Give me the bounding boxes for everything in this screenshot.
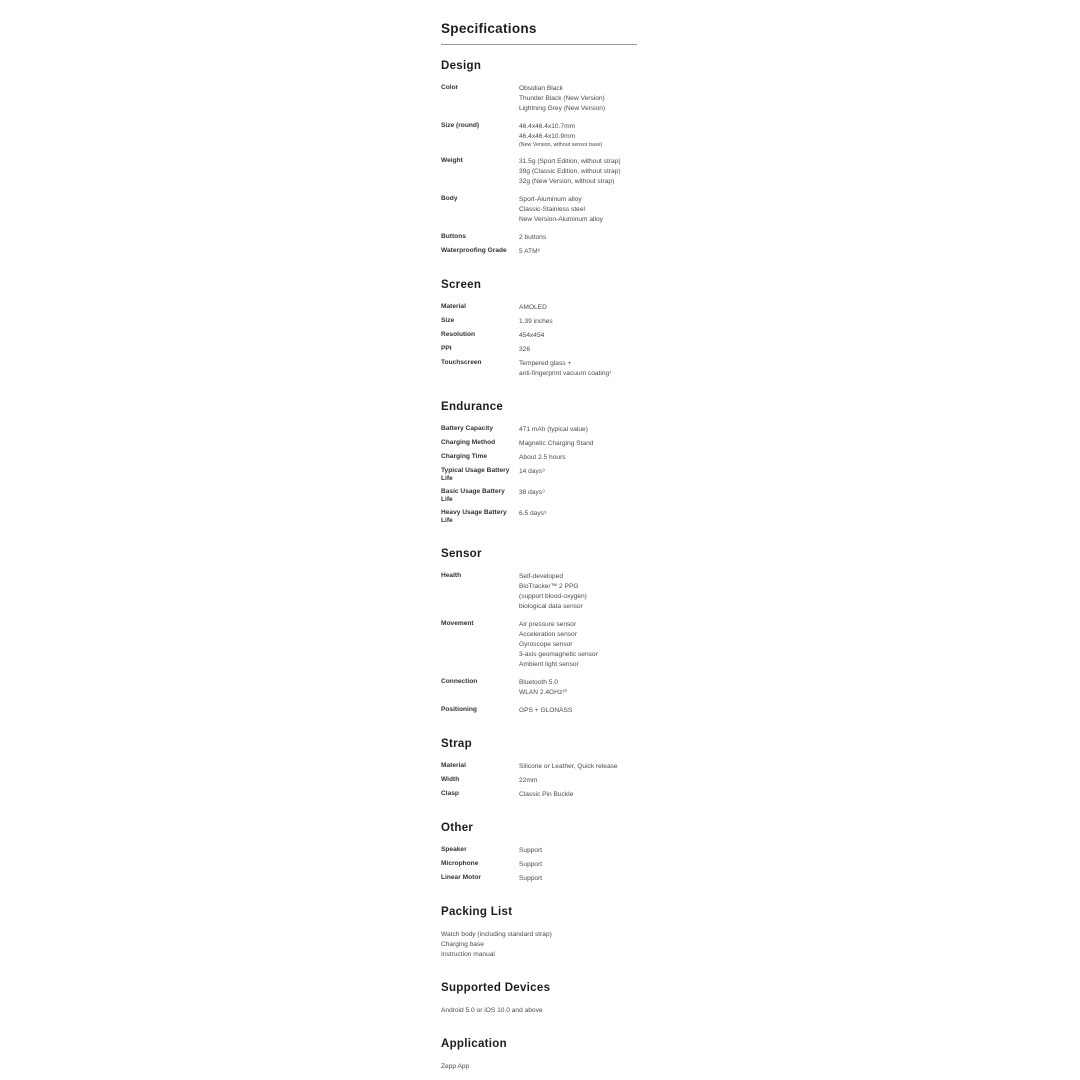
- section-strap: [441, 738, 637, 800]
- content-column: [441, 0, 637, 1072]
- section-heading: Supported Devices: [441, 981, 551, 994]
- spec-value-line: 326: [519, 345, 531, 353]
- spec-value: [519, 874, 637, 884]
- spec-value-line: Lightning Grey (New Version): [519, 105, 606, 112]
- spec-value-line: Thunder Black (New Version): [519, 95, 605, 102]
- section-line: Watch body (including standard strap): [441, 930, 552, 938]
- section-heading: Screen: [441, 278, 482, 291]
- title-divider: [441, 44, 637, 45]
- spec-label: Connection: [441, 677, 478, 685]
- spec-value: [519, 425, 637, 435]
- spec-value: [519, 233, 637, 243]
- spec-label: Speaker: [441, 845, 467, 853]
- spec-value-line: Classic Pin Buckle: [519, 790, 574, 798]
- spec-label: Material: [441, 761, 466, 769]
- spec-value: [519, 359, 637, 379]
- spec-value-line: anti-fingerprint vacuum coating¹: [519, 369, 612, 377]
- spec-value: [519, 317, 637, 327]
- section-supported-devices: [441, 982, 637, 1016]
- spec-value-line: 3-axis geomagnetic sensor: [519, 650, 598, 658]
- spec-value-note: (New Version, without sensor base): [519, 142, 603, 148]
- spec-row: [441, 439, 637, 449]
- spec-row: [441, 762, 637, 772]
- spec-row: [441, 776, 637, 786]
- section-line: Zepp App: [441, 1062, 470, 1070]
- spec-value-line: 46.4x46.4x10.9mm: [519, 133, 576, 140]
- spec-value-line: Self-developed: [519, 572, 563, 580]
- spec-row: [441, 678, 637, 698]
- page-title: Specifications: [441, 21, 537, 36]
- spec-row: [441, 317, 637, 327]
- spec-row: [441, 488, 637, 505]
- spec-label: Width: [441, 775, 460, 783]
- section-heading: Design: [441, 60, 482, 72]
- spec-value: [519, 776, 637, 786]
- section-heading: Application: [441, 1037, 507, 1050]
- spec-value-line: Air pressure sensor: [519, 620, 577, 628]
- section-heading: Other: [441, 821, 474, 834]
- spec-value-line: 5 ATM⁶: [519, 247, 541, 255]
- spec-label: Size (round): [441, 122, 480, 129]
- spec-row: [441, 790, 637, 800]
- spec-value-line: Ambient light sensor: [519, 660, 579, 668]
- spec-value-line: Support: [519, 846, 543, 854]
- section-packing-list: [441, 906, 637, 960]
- spec-value: [519, 790, 637, 800]
- section-other: [441, 822, 637, 884]
- spec-row: [441, 467, 637, 484]
- spec-label: Resolution: [441, 330, 476, 338]
- spec-label: Waterproofing Grade: [441, 246, 507, 254]
- spec-value: [519, 846, 637, 856]
- spec-value-line: Gyroscope sensor: [519, 640, 573, 648]
- section-sensor: [441, 548, 637, 716]
- spec-value: [519, 157, 637, 187]
- spec-value: [519, 331, 637, 341]
- section-heading: Sensor: [441, 547, 482, 560]
- spec-label: Weight: [441, 156, 463, 164]
- spec-value: [519, 247, 637, 257]
- spec-label: Linear Motor: [441, 873, 481, 881]
- sections-container: [441, 60, 637, 1072]
- spec-value-line: BioTracker™ 2 PPG: [519, 582, 579, 590]
- spec-value: [519, 509, 637, 519]
- section-screen: [441, 279, 637, 379]
- spec-value-line: AMOLED: [519, 303, 547, 311]
- spec-row: [441, 303, 637, 313]
- spec-value-line: 14 days⁹: [519, 467, 545, 475]
- spec-value-line: Tempered glass +: [519, 359, 572, 367]
- spec-label: Heavy Usage Battery Life: [441, 508, 507, 524]
- spec-value: [519, 453, 637, 463]
- section-line: Instruction manual: [441, 950, 495, 958]
- spec-value: [519, 303, 637, 313]
- spec-label: Material: [441, 302, 466, 310]
- section-heading: Packing List: [441, 905, 513, 918]
- spec-label: Health: [441, 571, 462, 579]
- spec-value-line: 22mm: [519, 776, 538, 784]
- spec-value-line: Classic-Stainless steel: [519, 205, 585, 213]
- spec-value-line: WLAN 2.4GHz¹⁰: [519, 688, 568, 696]
- spec-value: [519, 84, 637, 114]
- spec-value: [519, 678, 637, 698]
- spec-value-line: 39g (Classic Edition, without strap): [519, 167, 621, 175]
- spec-value-line: 2 buttons: [519, 233, 547, 241]
- section-heading: Strap: [441, 737, 472, 750]
- spec-value: [519, 345, 637, 355]
- spec-label: Body: [441, 194, 458, 202]
- spec-label: Size: [441, 316, 455, 324]
- section-line: Android 5.0 or iOS 10.0 and above: [441, 1006, 543, 1014]
- spec-value-line: Acceleration sensor: [519, 630, 577, 638]
- spec-row: [441, 233, 637, 243]
- spec-label: Basic Usage Battery Life: [441, 487, 505, 503]
- spec-row: [441, 620, 637, 670]
- spec-row: [441, 874, 637, 884]
- spec-row: [441, 157, 637, 187]
- spec-row: [441, 122, 637, 149]
- spec-value-line: Sport-Aluminum alloy: [519, 195, 582, 203]
- spec-value-line: Support: [519, 874, 543, 882]
- spec-value-line: biological data sensor: [519, 602, 583, 610]
- spec-label: Clasp: [441, 789, 459, 797]
- spec-value-line: GPS + GLONASS: [519, 706, 573, 714]
- spec-label: PPI: [441, 344, 452, 352]
- spec-row: [441, 331, 637, 341]
- spec-label: Charging Method: [441, 438, 496, 446]
- spec-row: [441, 195, 637, 225]
- spec-value: [519, 572, 637, 612]
- spec-value-line: 1.39 inches: [519, 317, 553, 325]
- spec-row: [441, 247, 637, 257]
- section-endurance: [441, 401, 637, 526]
- spec-value: [519, 620, 637, 670]
- section-application: [441, 1038, 637, 1072]
- spec-value-line: Silicone or Leather, Quick release: [519, 762, 618, 770]
- spec-value-line: (support blood-oxygen): [519, 592, 587, 600]
- spec-label: Charging Time: [441, 452, 488, 460]
- spec-value-line: New Version-Aluminum alloy: [519, 215, 603, 223]
- spec-value: [519, 860, 637, 870]
- spec-value: [519, 122, 637, 149]
- spec-value-line: Obsidian Black: [519, 85, 563, 92]
- spec-value: [519, 195, 637, 225]
- spec-label: Positioning: [441, 705, 477, 713]
- spec-row: [441, 509, 637, 526]
- spec-row: [441, 453, 637, 463]
- spec-row: [441, 860, 637, 870]
- spec-row: [441, 425, 637, 435]
- spec-value-line: 46.4x46.4x10.7mm: [519, 123, 576, 130]
- spec-label: Movement: [441, 619, 474, 627]
- spec-value-line: Bluetooth 5.0: [519, 678, 558, 686]
- spec-row: [441, 345, 637, 355]
- spec-row: [441, 572, 637, 612]
- spec-row: [441, 706, 637, 716]
- spec-value-line: 32g (New Version, without strap): [519, 177, 615, 185]
- spec-value-line: 454x454: [519, 331, 545, 339]
- section-line: Charging base: [441, 940, 484, 948]
- spec-value-line: 31.5g (Sport Edition, without strap): [519, 157, 621, 165]
- spec-value-line: About 2.5 hours: [519, 453, 566, 461]
- spec-label: Color: [441, 84, 459, 91]
- spec-value: [519, 706, 637, 716]
- spec-row: [441, 359, 637, 379]
- spec-label: Buttons: [441, 232, 466, 240]
- spec-label: Battery Capacity: [441, 424, 494, 432]
- spec-value: [519, 762, 637, 772]
- spec-value-line: 6.5 days⁹: [519, 509, 547, 517]
- spec-value: [519, 488, 637, 498]
- spec-value-line: 471 mAh (typical value): [519, 425, 588, 433]
- spec-value-line: Support: [519, 860, 543, 868]
- section-design: [441, 60, 637, 257]
- spec-value-line: 38 days⁹: [519, 488, 545, 496]
- spec-value-line: Magnetic Charging Stand: [519, 439, 594, 447]
- spec-label: Typical Usage Battery Life: [441, 466, 510, 482]
- spec-value: [519, 439, 637, 449]
- spec-row: [441, 846, 637, 856]
- section-heading: Endurance: [441, 400, 504, 413]
- spec-label: Microphone: [441, 859, 479, 867]
- spec-row: [441, 84, 637, 114]
- spec-value: [519, 467, 637, 477]
- spec-label: Touchscreen: [441, 358, 482, 366]
